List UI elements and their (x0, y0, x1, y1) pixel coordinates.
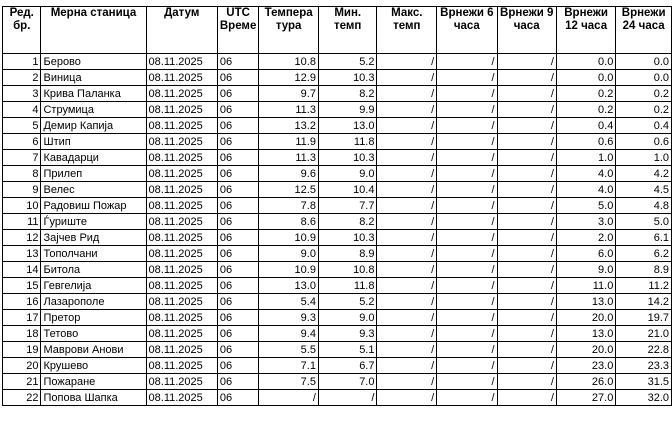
cell-max-temp: / (377, 358, 437, 374)
cell-date: 08.11.2025 (146, 310, 217, 326)
cell-precip-12h: 1.0 (556, 150, 615, 166)
table-row (3, 182, 672, 198)
table-row (3, 310, 672, 326)
table-body (3, 54, 672, 406)
cell-number: 11 (3, 214, 41, 230)
cell-temperature: 9.4 (259, 326, 319, 342)
cell-date: 08.11.2025 (146, 278, 217, 294)
cell-utc-time: 06 (217, 390, 258, 406)
cell-number: 5 (3, 118, 41, 134)
cell-temperature: 5.5 (259, 342, 319, 358)
cell-precip-9h: / (497, 358, 556, 374)
cell-precip-24h: 0.6 (616, 134, 672, 150)
cell-precip-9h: / (497, 390, 556, 406)
cell-utc-time: 06 (217, 230, 258, 246)
table-row (3, 358, 672, 374)
cell-station: Битола (41, 262, 146, 278)
cell-utc-time: 06 (217, 54, 258, 70)
cell-min-temp: 5.1 (318, 342, 377, 358)
cell-temperature: 9.0 (259, 246, 319, 262)
cell-precip-6h: / (437, 166, 497, 182)
cell-min-temp: 13.0 (318, 118, 377, 134)
header-station: Мерна станица (41, 7, 146, 54)
cell-precip-6h: / (437, 342, 497, 358)
cell-number: 17 (3, 310, 41, 326)
cell-precip-24h: 19.7 (616, 310, 672, 326)
cell-min-temp: 10.3 (318, 70, 377, 86)
cell-temperature: 13.0 (259, 278, 319, 294)
cell-number: 14 (3, 262, 41, 278)
cell-precip-9h: / (497, 86, 556, 102)
cell-utc-time: 06 (217, 86, 258, 102)
cell-precip-12h: 4.0 (556, 182, 615, 198)
cell-station: Велес (41, 182, 146, 198)
cell-precip-24h: 4.8 (616, 198, 672, 214)
cell-station: Пожаране (41, 374, 146, 390)
cell-temperature: 9.7 (259, 86, 319, 102)
cell-min-temp: 11.8 (318, 278, 377, 294)
table-row (3, 198, 672, 214)
cell-min-temp: 8.9 (318, 246, 377, 262)
cell-precip-9h: / (497, 326, 556, 342)
cell-precip-6h: / (437, 214, 497, 230)
cell-temperature: 11.3 (259, 150, 319, 166)
cell-station: Гевгелија (41, 278, 146, 294)
cell-precip-24h: 0.4 (616, 118, 672, 134)
table-row (3, 118, 672, 134)
cell-precip-24h: 5.0 (616, 214, 672, 230)
cell-min-temp: 9.9 (318, 102, 377, 118)
cell-min-temp: 8.2 (318, 86, 377, 102)
cell-number: 21 (3, 374, 41, 390)
cell-precip-24h: 11.2 (616, 278, 672, 294)
header-max-temp: Макс. темп (377, 7, 437, 54)
cell-date: 08.11.2025 (146, 102, 217, 118)
cell-max-temp: / (377, 246, 437, 262)
cell-date: 08.11.2025 (146, 182, 217, 198)
header-precip-6h: Врнежи 6 часа (437, 7, 497, 54)
cell-precip-9h: / (497, 134, 556, 150)
cell-min-temp: 9.3 (318, 326, 377, 342)
cell-min-temp: / (318, 390, 377, 406)
cell-precip-24h: 6.1 (616, 230, 672, 246)
cell-utc-time: 06 (217, 246, 258, 262)
table-row (3, 70, 672, 86)
cell-precip-12h: 11.0 (556, 278, 615, 294)
cell-number: 3 (3, 86, 41, 102)
cell-number: 9 (3, 182, 41, 198)
cell-utc-time: 06 (217, 166, 258, 182)
cell-min-temp: 7.7 (318, 198, 377, 214)
cell-max-temp: / (377, 118, 437, 134)
cell-min-temp: 10.8 (318, 262, 377, 278)
cell-date: 08.11.2025 (146, 262, 217, 278)
table-row (3, 278, 672, 294)
cell-date: 08.11.2025 (146, 54, 217, 70)
cell-number: 13 (3, 246, 41, 262)
cell-precip-6h: / (437, 310, 497, 326)
cell-date: 08.11.2025 (146, 150, 217, 166)
header-date: Датум (146, 7, 217, 54)
cell-utc-time: 06 (217, 214, 258, 230)
cell-precip-6h: / (437, 358, 497, 374)
cell-precip-24h: 6.2 (616, 246, 672, 262)
cell-temperature: 12.5 (259, 182, 319, 198)
cell-precip-24h: 21.0 (616, 326, 672, 342)
cell-temperature: 5.4 (259, 294, 319, 310)
cell-precip-6h: / (437, 374, 497, 390)
cell-temperature: 13.2 (259, 118, 319, 134)
cell-station: Маврови Анови (41, 342, 146, 358)
table-row (3, 166, 672, 182)
cell-precip-9h: / (497, 102, 556, 118)
cell-precip-24h: 0.0 (616, 70, 672, 86)
header-precip-24h: Врнежи 24 часа (616, 7, 672, 54)
cell-utc-time: 06 (217, 310, 258, 326)
cell-temperature: 7.1 (259, 358, 319, 374)
cell-precip-12h: 0.4 (556, 118, 615, 134)
cell-min-temp: 6.7 (318, 358, 377, 374)
cell-precip-12h: 13.0 (556, 326, 615, 342)
header-row (3, 7, 672, 54)
cell-max-temp: / (377, 54, 437, 70)
cell-precip-12h: 27.0 (556, 390, 615, 406)
cell-utc-time: 06 (217, 118, 258, 134)
cell-date: 08.11.2025 (146, 166, 217, 182)
table-row (3, 342, 672, 358)
table-row (3, 214, 672, 230)
cell-precip-9h: / (497, 294, 556, 310)
cell-date: 08.11.2025 (146, 326, 217, 342)
cell-precip-9h: / (497, 230, 556, 246)
cell-utc-time: 06 (217, 102, 258, 118)
cell-date: 08.11.2025 (146, 134, 217, 150)
cell-max-temp: / (377, 278, 437, 294)
cell-precip-9h: / (497, 342, 556, 358)
cell-precip-12h: 5.0 (556, 198, 615, 214)
cell-number: 6 (3, 134, 41, 150)
cell-station: Струмица (41, 102, 146, 118)
cell-precip-9h: / (497, 166, 556, 182)
cell-min-temp: 10.3 (318, 150, 377, 166)
cell-precip-24h: 0.2 (616, 102, 672, 118)
table-header (3, 7, 672, 54)
cell-station: Берово (41, 54, 146, 70)
cell-min-temp: 10.3 (318, 230, 377, 246)
cell-precip-24h: 14.2 (616, 294, 672, 310)
cell-utc-time: 06 (217, 358, 258, 374)
cell-number: 12 (3, 230, 41, 246)
cell-precip-12h: 6.0 (556, 246, 615, 262)
cell-precip-12h: 23.0 (556, 358, 615, 374)
cell-precip-12h: 0.6 (556, 134, 615, 150)
cell-number: 4 (3, 102, 41, 118)
cell-max-temp: / (377, 374, 437, 390)
table-row (3, 262, 672, 278)
cell-utc-time: 06 (217, 374, 258, 390)
cell-max-temp: / (377, 310, 437, 326)
cell-precip-24h: 4.5 (616, 182, 672, 198)
cell-precip-6h: / (437, 390, 497, 406)
table-row (3, 374, 672, 390)
cell-precip-24h: 0.2 (616, 86, 672, 102)
cell-temperature: / (259, 390, 319, 406)
cell-min-temp: 10.4 (318, 182, 377, 198)
cell-utc-time: 06 (217, 182, 258, 198)
cell-precip-9h: / (497, 150, 556, 166)
cell-utc-time: 06 (217, 278, 258, 294)
cell-precip-6h: / (437, 326, 497, 342)
table-row (3, 230, 672, 246)
cell-utc-time: 06 (217, 134, 258, 150)
cell-number: 20 (3, 358, 41, 374)
cell-max-temp: / (377, 102, 437, 118)
cell-date: 08.11.2025 (146, 230, 217, 246)
cell-number: 16 (3, 294, 41, 310)
cell-station: Демир Капија (41, 118, 146, 134)
cell-precip-24h: 1.0 (616, 150, 672, 166)
table-row (3, 246, 672, 262)
cell-max-temp: / (377, 262, 437, 278)
cell-station: Попова Шапка (41, 390, 146, 406)
cell-precip-12h: 13.0 (556, 294, 615, 310)
cell-min-temp: 8.2 (318, 214, 377, 230)
cell-precip-9h: / (497, 182, 556, 198)
cell-precip-6h: / (437, 86, 497, 102)
cell-max-temp: / (377, 166, 437, 182)
cell-precip-12h: 4.0 (556, 166, 615, 182)
cell-station: Зајчев Рид (41, 230, 146, 246)
cell-temperature: 10.8 (259, 54, 319, 70)
cell-precip-6h: / (437, 262, 497, 278)
cell-date: 08.11.2025 (146, 342, 217, 358)
table-row (3, 54, 672, 70)
cell-station: Крива Паланка (41, 86, 146, 102)
table-row (3, 134, 672, 150)
cell-precip-6h: / (437, 102, 497, 118)
cell-utc-time: 06 (217, 70, 258, 86)
table-row (3, 326, 672, 342)
cell-station: Кавадарци (41, 150, 146, 166)
cell-precip-24h: 23.3 (616, 358, 672, 374)
header-utc-time: UTC Време (217, 7, 258, 54)
cell-precip-24h: 32.0 (616, 390, 672, 406)
cell-number: 1 (3, 54, 41, 70)
cell-temperature: 11.9 (259, 134, 319, 150)
cell-precip-9h: / (497, 374, 556, 390)
cell-station: Лазарополе (41, 294, 146, 310)
cell-number: 7 (3, 150, 41, 166)
cell-temperature: 7.8 (259, 198, 319, 214)
cell-max-temp: / (377, 70, 437, 86)
header-temperature: Темпера тура (259, 7, 319, 54)
cell-precip-6h: / (437, 70, 497, 86)
cell-precip-9h: / (497, 262, 556, 278)
cell-precip-12h: 2.0 (556, 230, 615, 246)
cell-date: 08.11.2025 (146, 294, 217, 310)
cell-precip-12h: 0.0 (556, 54, 615, 70)
table-row (3, 150, 672, 166)
cell-max-temp: / (377, 294, 437, 310)
cell-utc-time: 06 (217, 198, 258, 214)
cell-precip-9h: / (497, 198, 556, 214)
cell-max-temp: / (377, 150, 437, 166)
cell-precip-9h: / (497, 214, 556, 230)
cell-min-temp: 5.2 (318, 54, 377, 70)
cell-precip-6h: / (437, 294, 497, 310)
cell-min-temp: 9.0 (318, 166, 377, 182)
cell-max-temp: / (377, 342, 437, 358)
cell-station: Тополчани (41, 246, 146, 262)
cell-temperature: 11.3 (259, 102, 319, 118)
cell-precip-9h: / (497, 54, 556, 70)
cell-max-temp: / (377, 326, 437, 342)
cell-date: 08.11.2025 (146, 118, 217, 134)
header-precip-9h: Врнежи 9 часа (497, 7, 556, 54)
cell-temperature: 12.9 (259, 70, 319, 86)
cell-number: 2 (3, 70, 41, 86)
cell-precip-12h: 0.0 (556, 70, 615, 86)
table-row (3, 390, 672, 406)
cell-max-temp: / (377, 214, 437, 230)
cell-precip-6h: / (437, 150, 497, 166)
cell-number: 19 (3, 342, 41, 358)
cell-precip-6h: / (437, 198, 497, 214)
cell-date: 08.11.2025 (146, 214, 217, 230)
cell-precip-6h: / (437, 118, 497, 134)
cell-precip-9h: / (497, 310, 556, 326)
cell-precip-9h: / (497, 278, 556, 294)
cell-precip-9h: / (497, 118, 556, 134)
cell-min-temp: 7.0 (318, 374, 377, 390)
cell-date: 08.11.2025 (146, 390, 217, 406)
cell-date: 08.11.2025 (146, 70, 217, 86)
cell-temperature: 10.9 (259, 230, 319, 246)
header-precip-12h: Врнежи 12 часа (556, 7, 615, 54)
cell-station: Претор (41, 310, 146, 326)
cell-precip-9h: / (497, 70, 556, 86)
cell-precip-12h: 26.0 (556, 374, 615, 390)
cell-station: Ѓуриште (41, 214, 146, 230)
cell-temperature: 9.6 (259, 166, 319, 182)
weather-table-container (2, 6, 672, 406)
header-number: Ред. бр. (3, 7, 41, 54)
cell-utc-time: 06 (217, 150, 258, 166)
cell-max-temp: / (377, 390, 437, 406)
table-row (3, 294, 672, 310)
cell-number: 18 (3, 326, 41, 342)
cell-precip-6h: / (437, 182, 497, 198)
cell-min-temp: 9.0 (318, 310, 377, 326)
cell-temperature: 10.9 (259, 262, 319, 278)
cell-precip-24h: 22.8 (616, 342, 672, 358)
cell-precip-6h: / (437, 54, 497, 70)
cell-max-temp: / (377, 198, 437, 214)
cell-station: Крушево (41, 358, 146, 374)
cell-min-temp: 5.2 (318, 294, 377, 310)
table-row (3, 86, 672, 102)
cell-station: Радовиш Пожар (41, 198, 146, 214)
cell-date: 08.11.2025 (146, 374, 217, 390)
cell-precip-6h: / (437, 134, 497, 150)
cell-precip-12h: 3.0 (556, 214, 615, 230)
header-min-temp: Мин. темп (318, 7, 377, 54)
cell-utc-time: 06 (217, 262, 258, 278)
cell-precip-6h: / (437, 230, 497, 246)
cell-precip-12h: 0.2 (556, 86, 615, 102)
cell-utc-time: 06 (217, 342, 258, 358)
cell-number: 10 (3, 198, 41, 214)
cell-min-temp: 11.8 (318, 134, 377, 150)
cell-precip-12h: 20.0 (556, 342, 615, 358)
cell-precip-6h: / (437, 278, 497, 294)
cell-station: Штип (41, 134, 146, 150)
cell-precip-12h: 0.2 (556, 102, 615, 118)
cell-precip-24h: 4.2 (616, 166, 672, 182)
table-row (3, 102, 672, 118)
cell-date: 08.11.2025 (146, 86, 217, 102)
cell-number: 22 (3, 390, 41, 406)
cell-date: 08.11.2025 (146, 198, 217, 214)
cell-precip-24h: 8.9 (616, 262, 672, 278)
cell-date: 08.11.2025 (146, 358, 217, 374)
weather-stations-table (2, 6, 672, 406)
cell-temperature: 7.5 (259, 374, 319, 390)
cell-max-temp: / (377, 86, 437, 102)
cell-temperature: 9.3 (259, 310, 319, 326)
cell-number: 8 (3, 166, 41, 182)
cell-station: Прилеп (41, 166, 146, 182)
cell-precip-9h: / (497, 246, 556, 262)
cell-utc-time: 06 (217, 294, 258, 310)
cell-max-temp: / (377, 182, 437, 198)
cell-precip-12h: 9.0 (556, 262, 615, 278)
cell-number: 15 (3, 278, 41, 294)
cell-station: Виница (41, 70, 146, 86)
cell-date: 08.11.2025 (146, 246, 217, 262)
cell-precip-24h: 0.0 (616, 54, 672, 70)
cell-max-temp: / (377, 134, 437, 150)
cell-temperature: 8.6 (259, 214, 319, 230)
cell-utc-time: 06 (217, 326, 258, 342)
cell-station: Тетово (41, 326, 146, 342)
cell-max-temp: / (377, 230, 437, 246)
cell-precip-6h: / (437, 246, 497, 262)
cell-precip-12h: 20.0 (556, 310, 615, 326)
cell-precip-24h: 31.5 (616, 374, 672, 390)
